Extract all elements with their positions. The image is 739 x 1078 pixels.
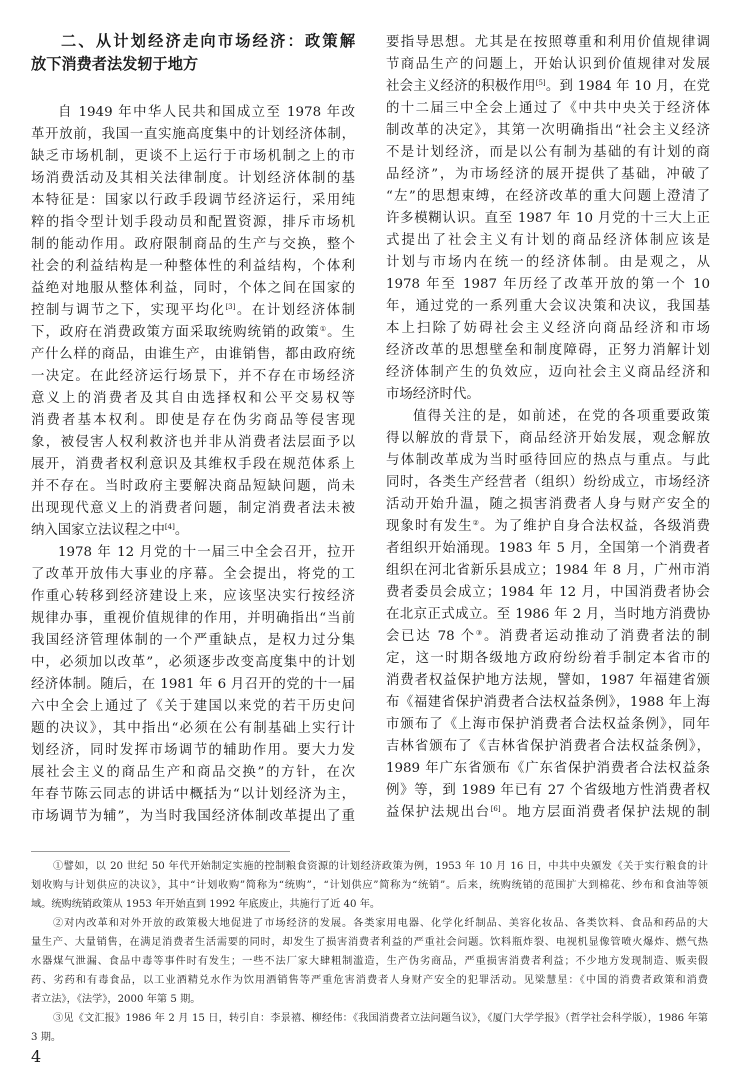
body-line: 经济体制。随后，在 1981 年 6 月召开的党的十一届 bbox=[31, 677, 355, 692]
body-line: 1978 年 12 月党的十一届三中全会召开，拉开 bbox=[58, 545, 355, 560]
body-line: 市场调节为辅”，为当时我国经济体制改革提出了重 bbox=[31, 809, 355, 824]
body-line: 组织在河北省新乐县成立；1984 年 8 月，广州市消 bbox=[386, 563, 710, 578]
body-line: 展社会主义的商品生产和商品交换”的方针，在次 bbox=[31, 765, 355, 780]
body-line: 意义上的消费者及其自由选择权和公平交易权等 bbox=[31, 391, 355, 406]
body-line: 了改革开放伟大事业的序幕。全会提出，将党的工 bbox=[31, 567, 355, 582]
body-line: 许多模糊认识。直至 1987 年 10 月党的十三大上正 bbox=[386, 211, 710, 226]
body-line: 本上扫除了妨碍社会主义经济向商品经济和市场 bbox=[386, 321, 710, 336]
body-text: 。在计划经济体制 bbox=[235, 303, 355, 318]
body-line: 粹的指令型计划手段动员和配置资源，排斥市场机 bbox=[31, 215, 355, 230]
footnote-divider bbox=[31, 851, 290, 852]
body-line: 年春节陈云同志的讲话中概括为“以计划经济为主， bbox=[31, 787, 355, 802]
citation-ref[interactable]: [5] bbox=[535, 79, 546, 87]
body-text: 社会主义经济的积极作用 bbox=[386, 79, 536, 94]
body-line bbox=[386, 516, 710, 538]
body-line bbox=[31, 300, 355, 322]
body-line: 消费者基本权利。即使是存在伪劣商品等侵害现 bbox=[31, 413, 355, 428]
page-number: 4 bbox=[31, 1047, 42, 1066]
body-line: 作重心转移到经济建设上来，应该坚决实行按经济 bbox=[31, 589, 355, 604]
body-line: 式提出了社会主义有计划的商品经济体制应该是 bbox=[386, 233, 710, 248]
section-heading-line-2: 放下消费者法发轫于地方 bbox=[31, 55, 199, 73]
body-line: 市颁布了《上海市保护消费者合法权益条例》，同年 bbox=[386, 717, 710, 732]
body-line: 场消费活动及其相关法律制度。计划经济体制的基 bbox=[31, 171, 355, 186]
body-line: 在北京正式成立。至 1986 年 2 月，当时地方消费协 bbox=[386, 607, 710, 622]
body-line: 我国经济管理体制的一个严重缺点，是权力过分集 bbox=[31, 633, 355, 648]
body-line: 要指导思想。尤其是在按照尊重和利用价值规律调 bbox=[386, 35, 710, 50]
footnote-ref[interactable]: ② bbox=[472, 519, 480, 527]
body-line bbox=[386, 802, 710, 824]
body-line: 定，这一时期各级地方政府纷纷着手制定本省市的 bbox=[386, 651, 710, 666]
footnote-line: 域。统购统销政策从 1953 年开始直到 1992 年底废止，共施行了近 40 年。 bbox=[31, 899, 381, 910]
footnote-line: ③见《文汇报》1986 年 2 月 15 日，转引自：李景禧、柳经伟：《我国消费者立法问题刍议》，《厦门大学学报》（哲学社会科学版），1986 年第 bbox=[53, 1013, 708, 1024]
body-line: 经济改革的思想壁垒和制度障碍，正努力消解计划 bbox=[386, 343, 710, 358]
body-line: 本特征是：国家以行政手段调节经济运行，采用纯 bbox=[31, 193, 355, 208]
body-line: 自 1949 年中华人民共和国成立至 1978 年改 bbox=[58, 105, 355, 120]
body-line bbox=[386, 76, 710, 98]
body-line: “左”的思想束缚，在经济改革的重大问题上澄清了 bbox=[386, 189, 710, 204]
body-text: 下，政府在消费政策方面采取统购统销的政策 bbox=[31, 325, 320, 340]
body-text: 。消费者运动推动了消费者法的制 bbox=[483, 629, 710, 644]
body-line: 与体制改革成为当时亟待回应的热点与重点。与此 bbox=[386, 453, 710, 468]
body-line: 缺乏市场机制，更谈不上运行于市场机制之上的市 bbox=[31, 149, 355, 164]
citation-ref[interactable]: [4] bbox=[164, 523, 175, 531]
footnote-line: 3 期。 bbox=[31, 1032, 62, 1043]
body-line: 中，必须加以改革”，必须逐步改变高度集中的计划 bbox=[31, 655, 355, 670]
body-line: 制的能动作用。政府限制商品的生产与交换，整个 bbox=[31, 237, 355, 252]
body-line bbox=[386, 626, 710, 648]
footnote-line: 者立法》，《法学》，2000 年第 5 期。 bbox=[31, 994, 201, 1005]
footnote-line: 量生产、大量销售，在满足消费者生活需要的同时，却发生了损害消费者利益的严重社会问题。饮料瓶炸裂、电视机显像管喷火爆炸、燃气热 bbox=[31, 937, 708, 948]
body-line: 例》等，到 1989 年已有 27 个省级地方性消费者权 bbox=[386, 783, 710, 798]
body-line: 者组织开始涌现。1983 年 5 月，全国第一个消费者 bbox=[386, 541, 710, 556]
body-line: 社会的利益结构是一种整体性的利益结构，个体利 bbox=[31, 259, 355, 274]
body-line: 吉林省颁布了《吉林省保护消费者合法权益条例》， bbox=[386, 739, 710, 754]
body-line: 象，被侵害人权利救济也并非从消费者法层面予以 bbox=[31, 435, 355, 450]
body-line: 节商品生产的问题上，开始认识到价值规律对发展 bbox=[386, 57, 710, 72]
body-line: 1989 年广东省颁布《广东省保护消费者合法权益条 bbox=[386, 761, 710, 776]
body-line: 1978 年至 1987 年历经了改革开放的第一个 10 bbox=[386, 277, 710, 292]
body-line bbox=[31, 322, 355, 344]
body-line: 出现现代意义上的消费者问题，制定消费者法未被 bbox=[31, 501, 355, 516]
footnote-ref[interactable]: ① bbox=[319, 325, 328, 333]
footnote-line: 水器煤气泄漏、食品中毒等事件时有发生；一些不法厂家大肆粗制滥造，生产伪劣商品，严重损害消费者利益；不少地方发现制造、贩卖假 bbox=[31, 956, 708, 967]
body-line: 市场经济时代。 bbox=[386, 387, 480, 402]
body-line: 品经济”，为市场经济的展开提供了基础，冲破了 bbox=[386, 167, 710, 182]
section-heading-line-1: 二、从计划经济走向市场经济：政策解 bbox=[61, 32, 355, 50]
body-line: 布《福建省保护消费者合法权益条例》，1988 年上海 bbox=[386, 695, 710, 710]
footnote-ref[interactable]: ③ bbox=[475, 629, 484, 637]
body-line: 同时，各类生产经营者（组织）纷纷成立，市场经济 bbox=[386, 475, 710, 490]
body-line: 规律办事，重视价值规律的作用，并明确指出“当前 bbox=[31, 611, 355, 626]
citation-ref[interactable]: [6] bbox=[490, 805, 501, 813]
body-line: 经济体制产生的负效应，迈向社会主义商品经济和 bbox=[386, 365, 710, 380]
body-text: 。生 bbox=[327, 325, 355, 340]
body-text: 现象时有发生 bbox=[386, 519, 473, 534]
body-line: 并不存在。当时政府主要解决商品短缺问题，尚未 bbox=[31, 479, 355, 494]
body-line: 划经济，同时发挥市场调节的辅助作用。要大力发 bbox=[31, 743, 355, 758]
body-line: 制改革的决定》，其第一次明确指出“社会主义经济 bbox=[386, 123, 710, 138]
body-line: 革开放前，我国一直实施高度集中的计划经济体制， bbox=[31, 127, 355, 142]
body-line: 消费者权益保护地方法规，譬如，1987 年福建省颁 bbox=[386, 673, 710, 688]
footnote-line: 划收购与计划供应的决议》，其中“计划收购”简称为“统购”，“计划供应”简称为“统销”。后来，统购统销的范围扩大到棉花、纱布和食油等领 bbox=[31, 880, 708, 891]
body-line: 题的决议》，其中指出“必须在公有制基础上实行计 bbox=[31, 721, 355, 736]
citation-ref[interactable]: [3] bbox=[225, 303, 236, 311]
body-line: 费者委员会成立；1984 年 12 月，中国消费者协会 bbox=[386, 585, 710, 600]
body-line: 的十二届三中全会上通过了《中共中央关于经济体 bbox=[386, 101, 710, 116]
body-text: 纳入国家立法议程之中 bbox=[31, 523, 165, 538]
body-text: 。 bbox=[174, 523, 189, 538]
body-line: 得以解放的背景下，商品经济开始发展，观念解放 bbox=[386, 431, 710, 446]
body-text: 控制与调节之下，实现平均化 bbox=[31, 303, 226, 318]
body-line: 年，通过党的一系列重大会议决策和决议，我国基 bbox=[386, 299, 710, 314]
body-line: 六中全会上通过了《关于建国以来党的若干历史问 bbox=[31, 699, 355, 714]
body-line: 活动开始升温，随之损害消费者人身与财产安全的 bbox=[386, 497, 710, 512]
body-text: 。地方层面消费者保护法规的制 bbox=[500, 805, 710, 820]
body-text: 益保护法规出台 bbox=[386, 805, 491, 820]
body-line bbox=[31, 520, 355, 542]
footnote-line: 药、劣药和有毒食品，以工业酒精兑水作为饮用酒销售等严重危害消费者人身财产安全的犯罪活动。见梁慧星：《中国的消费者政策和消费 bbox=[31, 975, 708, 986]
body-line: 展开，消费者权利意识及其维权手段在规范体系上 bbox=[31, 457, 355, 472]
body-text: 会已达 78 个 bbox=[386, 629, 476, 644]
footnote-line: ①譬如，以 20 世纪 50 年代开始制定实施的控制粮食资源的计划经济政策为例，1953 年 10 月 16 日，中共中央颁发《关于实行粮食的计 bbox=[53, 861, 708, 872]
body-line: 产什么样的商品，由谁生产，由谁销售，都由政府统 bbox=[31, 347, 355, 362]
body-text: 。到 1984 年 10 月，在党 bbox=[545, 79, 710, 94]
body-line: 不是计划经济，而是以公有制为基础的有计划的商 bbox=[386, 145, 710, 160]
body-line: 值得关注的是，如前述，在党的各项重要政策 bbox=[413, 409, 710, 424]
body-line: 益绝对地服从整体利益，同时，个体之间在国家的 bbox=[31, 281, 355, 296]
body-line: 一决定。在此经济运行场景下，并不存在市场经济 bbox=[31, 369, 355, 384]
body-line: 计划与市场内在统一的经济体制。由是观之，从 bbox=[386, 255, 710, 270]
body-text: 。为了维护自身合法权益，各级消费 bbox=[479, 519, 710, 534]
footnote-line: ②对内改革和对外开放的政策极大地促进了市场经济的发展。各类家用电器、化学化纤制品、美容化妆品、各类饮料、食品和药品的大 bbox=[53, 918, 708, 929]
